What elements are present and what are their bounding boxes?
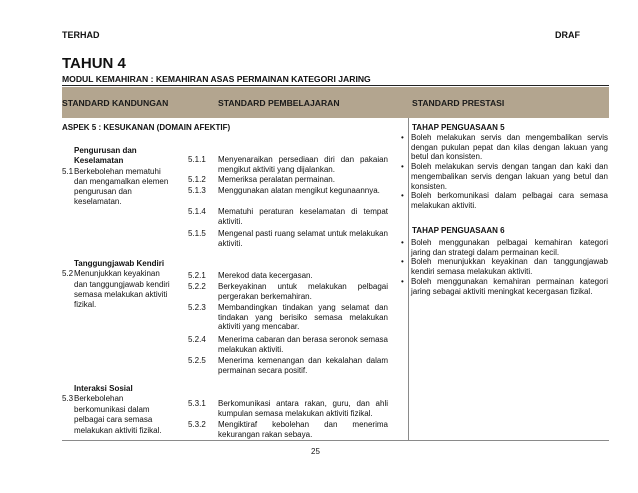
learning-number: 5.1.4 [188,207,206,216]
content-heading-line: Keselamatan [74,156,124,165]
learning-number: 5.1.1 [188,155,206,164]
col-header-performance-standard: STANDARD PRESTASI [412,98,505,108]
performance-level-6-list [401,238,608,296]
learning-text: Mematuhi peraturan keselamatan di tempat aktiviti. [218,207,388,226]
learning-text: Menggunakan alatan mengikut kegunaannya. [218,186,380,195]
content-heading-line: Interaksi Sosial [74,384,133,393]
col-header-content-standard: STANDARD KANDUNGAN [62,98,169,108]
content-line: dan mengamalkan elemen [74,177,169,186]
content-line: pelbagai cara semasa [74,415,153,424]
content-line: fizikal. [74,300,97,309]
classification-label: TERHAD [62,30,100,40]
content-heading-line: Pengurusan dan [74,146,137,155]
content-number: 5.1 [62,167,74,176]
performance-item: • Boleh melakukan servis dengan tangan dan kaki dan mengembalikan servis dengan lakuan yang betul dan konsisten. [401,162,608,191]
learning-text: Membandingkan tindakan yang selamat dan tindakan yang berisiko semasa melakukan aktiviti yang mencabar. [218,303,388,332]
learning-number: 5.1.3 [188,186,206,195]
learning-text: Mengiktiraf kebolehan dan menerima kekurangan rakan sebaya. [218,420,388,439]
page-title: TAHUN 4 [62,55,126,72]
content-line: Berkebolehan [74,394,124,403]
learning-number: 5.1.5 [188,229,206,238]
learning-number: 5.1.2 [188,175,206,184]
page-number: 25 [311,447,320,456]
learning-number: 5.3.2 [188,420,206,429]
learning-text: Mengenal pasti ruang selamat untuk melakukan aktiviti. [218,229,388,248]
content-line: Berkebolehan mematuhi [74,167,161,176]
performance-level-5-heading: TAHAP PENGUASAAN 5 [412,123,505,132]
performance-item: • Boleh menggunakan pelbagai kemahiran kategori jaring dan strategi dalam permainan kecil. [401,238,608,257]
performance-item: • Boleh melakukan servis dan mengembalikan servis dengan pukulan pepat dan kilas dengan lakuan yang betul dan konsisten. [401,133,608,162]
learning-text: Memeriksa peralatan permainan. [218,175,335,184]
content-heading-line: Tanggungjawab Kendiri [74,259,165,268]
content-number: 5.3 [62,394,74,403]
content-line: Menunjukkan keyakinan [74,269,160,278]
content-line: berkomunikasi dalam [74,405,150,414]
table-header-band [62,87,609,118]
performance-item: • Boleh berkomunikasi dalam pelbagai cara semasa melakukan aktiviti. [401,191,608,210]
title-rule [62,85,609,86]
draft-label: DRAF [555,30,580,40]
learning-number: 5.2.2 [188,282,206,291]
learning-text: Menerima cabaran dan berasa seronok semasa melakukan aktiviti. [218,335,388,354]
col-header-learning-standard: STANDARD PEMBELAJARAN [218,98,340,108]
performance-item: • Boleh menggunakan kemahiran permainan kategori jaring sebagai aktiviti meningkat kecergasan fizikal. [401,277,608,296]
performance-level-5-list [401,133,608,211]
learning-text: Berkeyakinan untuk melakukan pelbagai pergerakan berkemahiran. [218,282,388,301]
module-title: MODUL KEMAHIRAN : KEMAHIRAN ASAS PERMAINAN KATEGORI JARING [62,74,371,84]
content-line: semasa melakukan aktiviti [74,290,168,299]
content-number: 5.2 [62,269,74,278]
performance-level-6-heading: TAHAP PENGUASAAN 6 [412,226,505,235]
learning-text: Menyenaraikan persediaan diri dan pakaian mengikut aktiviti yang dijalankan. [218,155,388,174]
content-line: dan tanggungjawab kendiri [74,280,170,289]
learning-number: 5.2.3 [188,303,206,312]
table-bottom-rule [62,440,609,441]
content-line: keselamatan. [74,197,122,206]
learning-number: 5.2.1 [188,271,206,280]
learning-number: 5.2.5 [188,356,206,365]
performance-item: • Boleh menunjukkan keyakinan dan tanggungjawab kendiri semasa melakukan aktiviti. [401,257,608,276]
learning-number: 5.3.1 [188,399,206,408]
learning-text: Merekod data kecergasan. [218,271,313,280]
learning-text: Berkomunikasi antara rakan, guru, dan ahli kumpulan semasa melakukan aktiviti fizikal. [218,399,388,418]
learning-text: Menerima kemenangan dan kekalahan dalam permainan secara positif. [218,356,388,375]
content-line: pengurusan dan [74,187,132,196]
content-line: melakukan aktiviti fizikal. [74,426,162,435]
learning-number: 5.2.4 [188,335,206,344]
aspect-heading: ASPEK 5 : KESUKANAN (DOMAIN AFEKTIF) [62,123,231,132]
